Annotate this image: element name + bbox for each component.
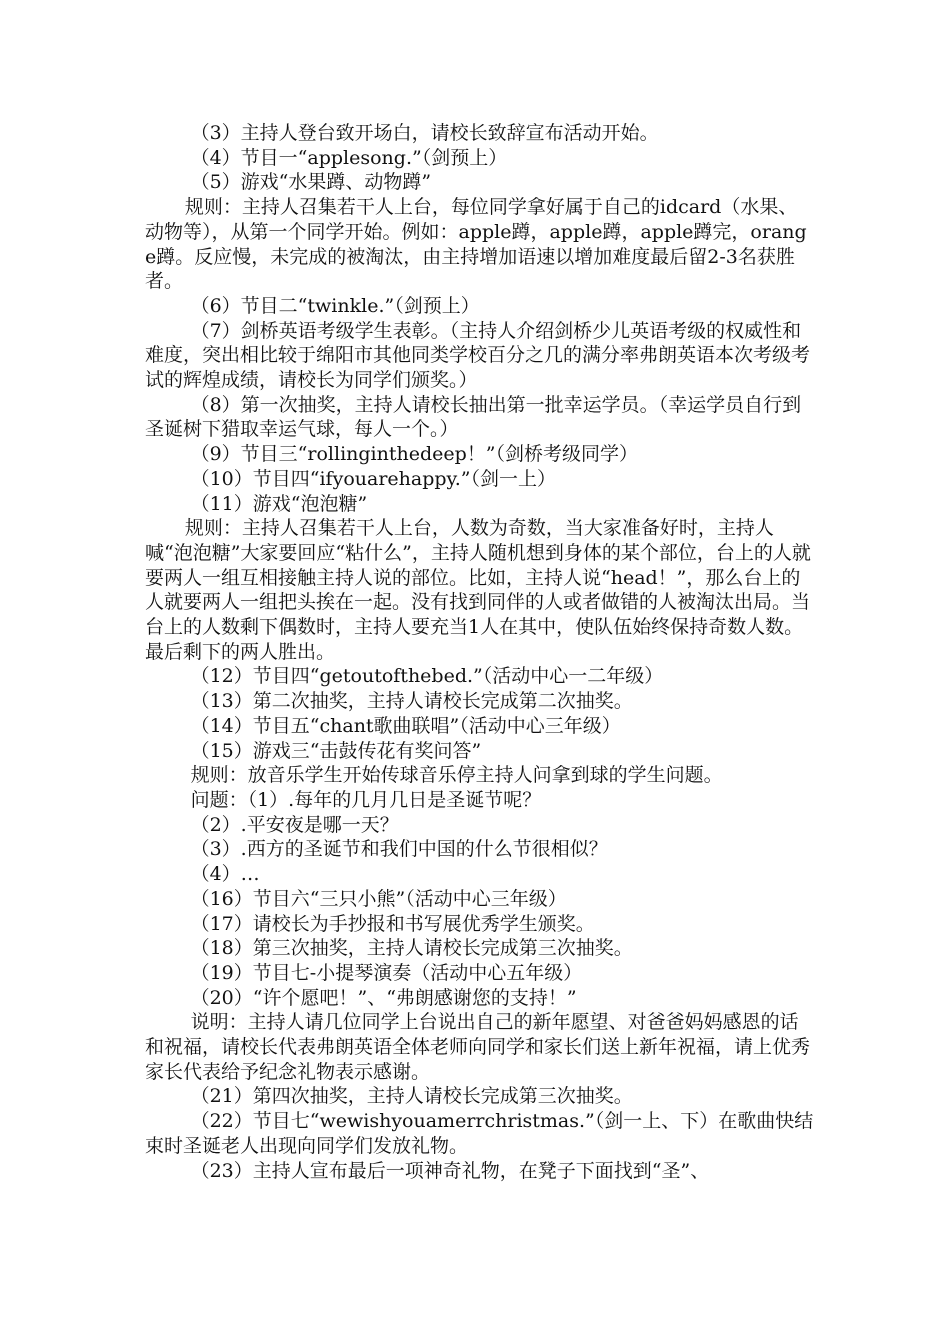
paragraph-item-15: （15）游戏三“击鼓传花有奖问答” [190, 739, 482, 762]
paragraph-item-14: （14）节目五“chant歌曲联唱”（活动中心三年级） [190, 714, 621, 737]
paragraph-explanation: 说明：主持人请几位同学上台说出自己的新年愿望、对爸爸妈妈感恩的话和祝福，请校长代表弗朗英语全体老师向同学和家长们送上新年祝福，请上优秀家长代表给予纪念礼物表示感谢。 [145, 1011, 811, 1083]
paragraph-item-22: （22）节目七“wewishyouamerrchristmas.”（剑一上、下）在歌曲快结束时圣诞老人出现向同学们发放礼物。 [145, 1110, 814, 1157]
paragraph-item-7: （7）剑桥英语考级学生表彰。（主持人介绍剑桥少儿英语考级的权威性和难度，突出相比较于绵阳市其他同类学校百分之几的满分率弗朗英语本次考级考试的辉煌成绩，请校长为同学们颁奖。） [145, 319, 811, 392]
paragraph-item-6: （6）节目二“twinkle.”（剑预上） [190, 294, 480, 317]
paragraph-item-9: （9）节目三“rollinginthedeep！”（剑桥考级同学） [190, 443, 639, 466]
paragraph-item-23: （23）主持人宣布最后一项神奇礼物，在凳子下面找到“圣”、 [190, 1159, 710, 1182]
paragraph-item-12: （12）节目四“getoutofthebed.”（活动中心一二年级） [190, 665, 664, 688]
paragraph-item-21: （21）第四次抽奖，主持人请校长完成第三次抽奖。 [190, 1085, 633, 1108]
paragraph-item-17: （17）请校长为手抄报和书写展优秀学生颁奖。 [190, 912, 595, 935]
paragraph-item-5: （5）游戏“水果蹲、动物蹲” [190, 171, 432, 194]
paragraph-item-4: （4）节目一“applesong.”（剑预上） [190, 146, 508, 169]
paragraph-item-19: （19）节目七-小提琴演奏（活动中心五年级） [190, 961, 583, 984]
paragraph-item-20: （20）“许个愿吧！”、“弗朗感谢您的支持！” [190, 986, 577, 1009]
paragraph-item-10: （10）节目四“ifyouarehappy.”（剑一上） [190, 467, 557, 490]
paragraph-item-3: （3）主持人登台致开场白，请校长致辞宣布活动开始。 [190, 122, 659, 144]
document-body [145, 121, 815, 1183]
paragraph-item-13: （13）第二次抽奖，主持人请校长完成第二次抽奖。 [190, 690, 633, 713]
paragraph-item-8: （8）第一次抽奖，主持人请校长抽出第一批幸运学员。（幸运学员自行到圣诞树下猎取幸运气球，每人一个。） [145, 393, 802, 441]
paragraph-question-2: （2）.平安夜是哪一天？ [190, 813, 399, 836]
paragraph-item-18: （18）第三次抽奖，主持人请校长完成第三次抽奖。 [190, 937, 633, 960]
paragraph-question-3: （3）.西方的圣诞节和我们中国的什么节很相似？ [190, 838, 608, 861]
paragraph-item-16: （16）节目六“三只小熊”（活动中心三年级） [190, 887, 567, 910]
paragraph-rules-drum-game: 规则：放音乐学生开始传球音乐停主持人问拿到球的学生问题。 [190, 764, 723, 787]
paragraph-question-4: （4）… [190, 863, 260, 886]
paragraph-item-11: （11）游戏“泡泡糖” [190, 492, 368, 515]
paragraph-rules-fruit-game: 规则：主持人召集若干人上台，每位同学拿好属于自己的idcard（水果、动物等），从第一个同学开始。例如：apple蹲，apple蹲，apple蹲完，orange蹲。反应慢，未完成的被淘汰，由主持增加语速以增加难度最后留2-3名获胜者。 [145, 196, 807, 293]
paragraph-rules-bubble-gum: 规则：主持人召集若干人上台，人数为奇数，当大家准备好时，主持人喊“泡泡糖”大家要回应“粘什么”，主持人随机想到身体的某个部位，台上的人就要两人一组互相接触主持人说的部位。比如，主持人说“head！”，那么台上的人就要两人一组把头挨在一起。没有找到同伴的人或者做错的人被淘汰出局。当台上的人数剩下偶数时，主持人要充当1人在其中，使队伍始终保持奇数人数。最后剩下的两人胜出。 [145, 517, 811, 663]
paragraph-question-1: 问题：（1）.每年的几月几日是圣诞节呢？ [190, 788, 542, 811]
